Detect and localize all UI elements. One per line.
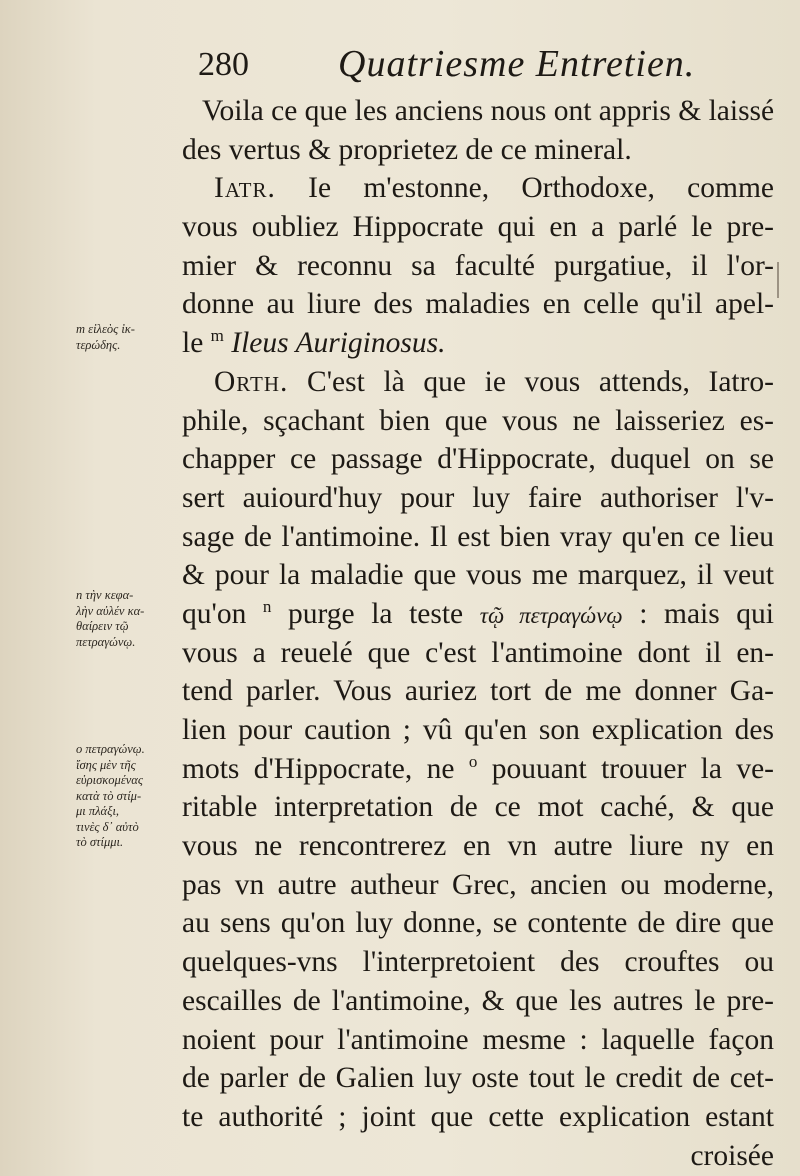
text-line — [182, 595, 774, 634]
text-line: Voila ce que les anciens nous ont appris & laissé — [202, 95, 775, 127]
text-line: noient pour l'antimoine mesme : laquelle façon — [182, 1023, 774, 1056]
margin-note-m — [76, 322, 184, 353]
margin-note-line: n τὴν κεφα- — [76, 588, 134, 602]
running-title: Quatriesme Entretien. — [338, 43, 696, 85]
margin-note-line: τερώδης. — [76, 337, 121, 352]
note-reference: m — [210, 326, 224, 346]
text-line — [182, 324, 774, 363]
margin-note-line: θαίρειν τῷ — [76, 619, 129, 633]
text-line — [182, 750, 774, 789]
text-line: ritable interpretation de ce mot caché, & que — [182, 791, 774, 824]
text-line: de parler de Galien luy oste tout le credit de cet- — [182, 1062, 774, 1095]
text-line: quelques-vns l'interpretoient des crouftes ou — [182, 946, 774, 979]
page-edge-mark — [777, 262, 779, 298]
margin-note-line: πετραγώνῳ. — [76, 634, 136, 649]
text-line: vous a reuelé que c'est l'antimoine dont il en- — [182, 636, 774, 669]
margin-note-line: ἴσης μὲν τῆς — [76, 757, 136, 772]
text-segment: Ileus Auriginosus. — [223, 327, 446, 360]
text-line: chapper ce passage d'Hippocrate, duquel on se — [182, 443, 774, 476]
text-segment: Orth. — [214, 365, 289, 398]
margin-note-line: λὴν αὐλέν κα- — [76, 603, 145, 618]
text-segment: mots d'Hippocrate, ne — [182, 752, 469, 785]
text-line: escailles de l'antimoine, & que les autres le pre- — [182, 984, 774, 1017]
text-line: croisée — [690, 1139, 774, 1172]
margin-note-n — [76, 588, 184, 650]
text-segment: Iatr. — [214, 172, 276, 205]
margin-note-line: κατὰ τὸ στίμ- — [76, 788, 142, 803]
text-line: tend parler. Vous auriez tort de me donner Ga- — [182, 675, 774, 708]
note-reference: o — [468, 751, 478, 771]
text-line: pas vn autre autheur Grec, ancien ou moderne, — [182, 868, 774, 901]
note-reference: n — [262, 597, 272, 617]
text-line: & pour la maladie que vous me marquez, il veut — [182, 559, 774, 592]
margin-note-line: τινὲς δ᾽ αὐτὸ — [76, 819, 139, 834]
text-line: te authorité ; joint que cette explication estant — [182, 1100, 774, 1133]
margin-note-line: εὑρισκομένας — [76, 773, 143, 787]
body-text — [182, 92, 774, 1175]
margin-note-line: m εἰλεὸς ἰκ- — [76, 322, 135, 336]
margin-note-line: μι πλάξι, — [76, 804, 120, 818]
text-line: sage de l'antimoine. Il est bien vray qu'en ce lieu — [182, 520, 774, 553]
text-segment: qu'on — [182, 597, 263, 630]
text-line: donne au liure des maladies en celle qu'il apel- — [182, 288, 774, 321]
page-header — [198, 42, 758, 92]
text-line: sert auiourd'huy pour luy faire authoriser l'v- — [182, 481, 774, 514]
text-segment: τῷ πετραγώνῳ — [479, 602, 623, 628]
text-line — [182, 169, 774, 208]
text-segment: : mais qui — [622, 597, 774, 630]
text-segment: C'est là que ie vous attends, Iatro- — [288, 365, 774, 398]
text-line: mier & reconnu sa faculté purgatiue, il l'or- — [182, 249, 774, 282]
text-line: phile, sçachant bien que vous ne laisseriez es- — [182, 404, 774, 437]
margin-note-line: o πετραγώνῳ. — [76, 742, 145, 756]
text-segment: Ie m'estonne, Orthodoxe, comme — [275, 172, 774, 205]
text-line: vous ne rencontrerez en vn autre liure ny en — [182, 830, 774, 863]
text-segment: purge la teste — [271, 597, 480, 630]
text-line: au sens qu'on luy donne, se contente de dire que — [182, 907, 774, 940]
text-line — [182, 363, 774, 402]
text-segment: pouuant trouuer la ve- — [477, 752, 774, 785]
text-segment: le — [182, 327, 211, 360]
text-line: vous oubliez Hippocrate qui en a parlé le pre- — [182, 211, 774, 244]
margin-note-line: τὸ στίμμι. — [76, 835, 124, 849]
text-line: lien pour caution ; vû qu'en son explication des — [182, 714, 774, 746]
text-line: des vertus & proprietez de ce mineral. — [182, 133, 632, 166]
margin-note-o — [76, 742, 184, 851]
page-number: 280 — [198, 46, 249, 83]
